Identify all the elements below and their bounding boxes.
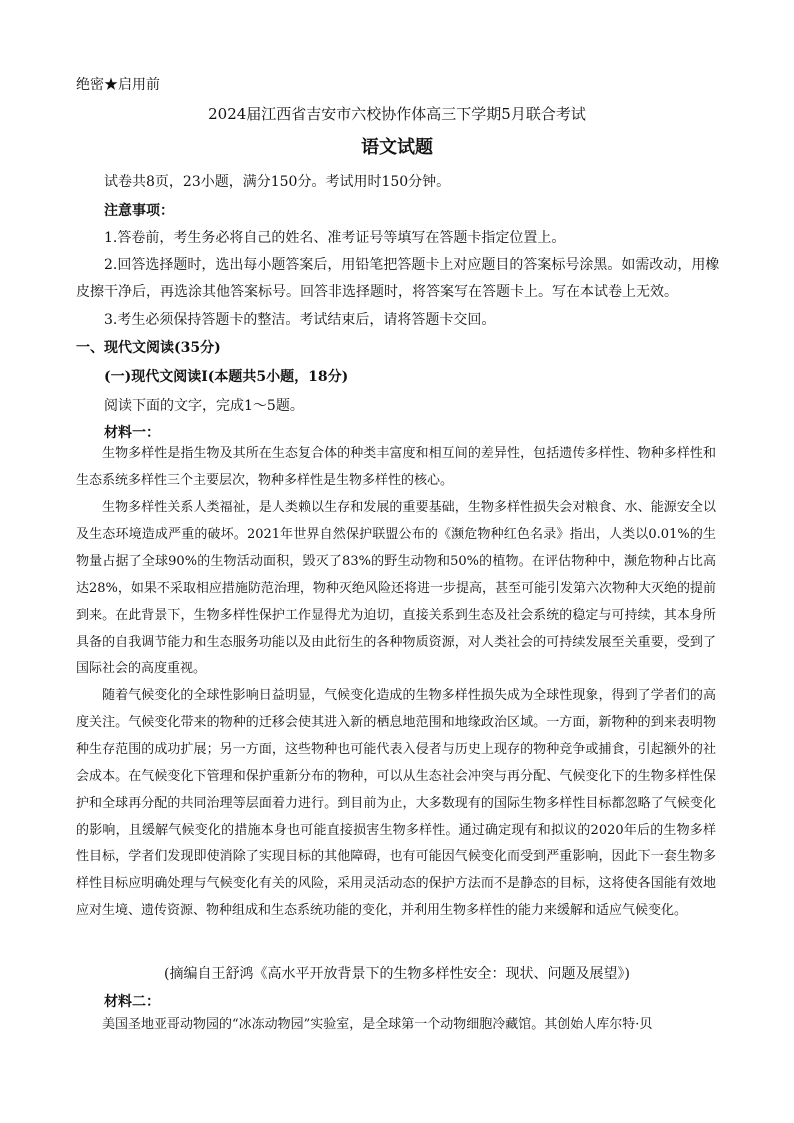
passage-paragraph: 生物多样性是指生物及其所在生态复合体的种类丰富度和相互间的差异性，包括遗传多样性、物种多样性和生态系统多样性三个主要层次，物种多样性是生物多样性的核心。 [76,446,716,488]
reading-instruction: 阅读下面的文字，完成1～5题。 [104,398,304,414]
note-item: 3.考生必须保持答题卡的整洁。考试结束后，请将答题卡交回。 [104,312,496,328]
section-heading: 一、现代文阅读(35分) [76,340,221,356]
passage-paragraph: 生物多样性关系人类福祉，是人类赖以生存和发展的重要基础，生物多样性损失会对粮食、水、能源安全以及生态环境造成严重的破坏。2021年世界自然保护联盟公布的《濒危物种红色名录》指出，人类以0.01%的生物量占据了全球90%的生物活动面积，毁灭了83%的野生动物和50%的植物。在评估物种中，濒危物种占比高达28%，如果不采取相应措施防范治理，物种灭绝风险还将进一步提高，甚至可能引发第六次物种大灭绝的提前到来。在此背景下，生物多样性保护工作显得尤为迫切，直接关系到生态及社会系统的稳定与可持续，其本身所具备的自我调节能力和生态服务功能以及由此衍生的各种物质资源，对人类社会的可持续发展至关重要，受到了国际社会的高度重视。 [76,500,716,677]
confidential-label: 绝密★启用前 [76,77,160,93]
exam-intro: 试卷共8页，23小题，满分150分。考试用时150分钟。 [104,174,451,190]
passage-paragraph: 美国圣地亚哥动物园的“冰冻动物园”实验室，是全球第一个动物细胞冷藏馆。其创始人库尔特·贝 [102,1017,653,1032]
exam-title: 2024届江西省吉安市六校协作体高三下学期5月联合考试 [208,105,586,123]
note-item: 2.回答选择题时，选出每小题答案后，用铅笔把答题卡上对应题目的答案标号涂黑。如需改动，用橡 [104,257,720,273]
subject-title: 语文试题 [361,137,433,158]
material-two-label: 材料二： [104,994,160,1010]
passage-paragraph: 随着气候变化的全球性影响日益明显，气候变化造成的生物多样性损失成为全球性现象，得到了学者们的高度关注。气候变化带来的物种的迁移会使其进入新的栖息地范围和地缘政治区域。一方面，新物种的到来表明物种生存范围的成功扩展；另一方面，这些物种也可能代表入侵者与历史上现存的物种竞争或捕食，引起额外的社会成本。在气候变化下管理和保护重新分布的物种，可以从生态社会冲突与再分配、气候变化下的生物多样性保护和全球再分配的共同治理等层面着力进行。到目前为止，大多数现有的国际生物多样性目标都忽略了气候变化的影响，且缓解气候变化的措施本身也可能直接损害生物多样性。通过确定现有和拟议的2020年后的生物多样性目标，学者们发现即使消除了实现目标的其他障碍，也有可能因气候变化而受到严重影响，因此下一套生物多样性目标应明确处理与气候变化有关的风险，采用灵活动态的保护方法而不是静态的目标，这将使各国能有效地应对生境、遗传资源、物种组成和生态系统功能的变化，并利用生物多样性的能力来缓解和适应气候变化。 [76,688,716,919]
note-item: 1.答卷前，考生务必将自己的姓名、准考证号等填写在答题卡指定位置上。 [104,230,566,246]
note-item-continued: 皮擦干净后，再选涂其他答案标号。回答非选择题时，将答案写在答题卡上。写在本试卷上无效。 [76,284,678,300]
material-one-label: 材料一： [104,425,160,441]
subsection-heading: (一)现代文阅读Ⅰ(本题共5小题，18分) [104,369,349,385]
notes-heading: 注意事项： [104,203,174,219]
source-citation: (摘编自王舒鸿《高水平开放背景下的生物多样性安全：现状、问题及展望》) [164,966,630,982]
